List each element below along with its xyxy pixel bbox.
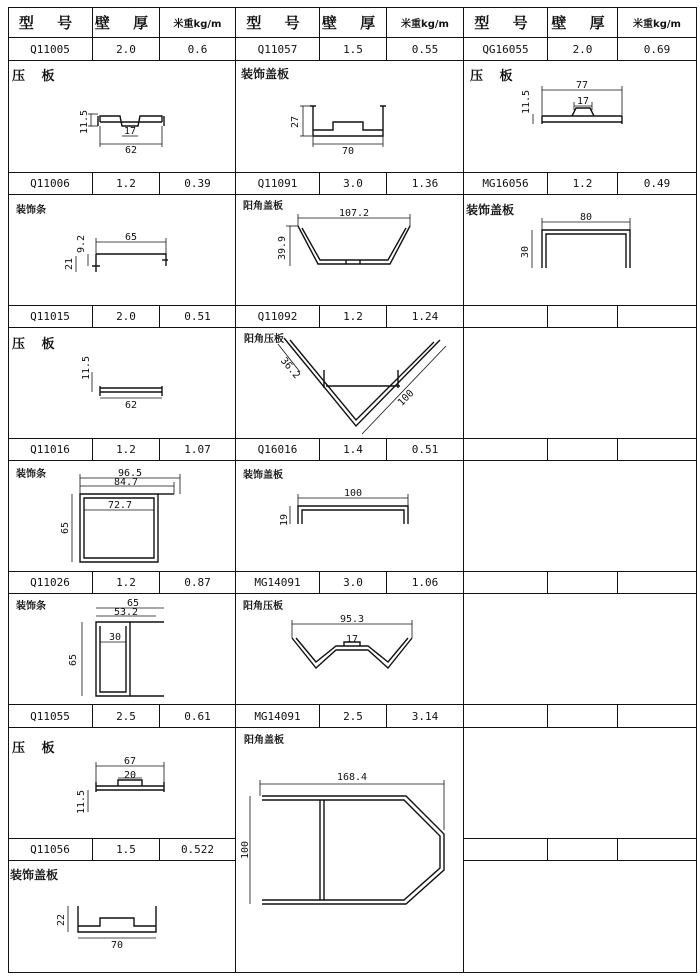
model-cell: MG16056 xyxy=(482,177,529,190)
dim-text: 20 xyxy=(123,770,137,781)
wall-cell: 2.0 xyxy=(572,42,593,56)
profile-drawing-q11006 xyxy=(58,226,178,281)
profile-drawing-q11055 xyxy=(66,750,176,820)
profile-drawing-mg16056 xyxy=(518,208,638,278)
wall-cell: 2.5 xyxy=(343,709,363,723)
dim-text: 168.4 xyxy=(336,772,368,783)
dim-text: 39.9 xyxy=(277,235,288,261)
wall-cell: 1.2 xyxy=(116,576,136,589)
weight-cell: 1.07 xyxy=(184,443,211,456)
wall-cell: 1.4 xyxy=(343,443,363,456)
dim-text: 21 xyxy=(64,257,75,271)
weight-cell: 3.14 xyxy=(411,709,439,723)
dim-text: 67 xyxy=(123,756,137,767)
dim-text: 72.7 xyxy=(107,500,133,511)
model-cell: QG16055 xyxy=(482,42,529,56)
model-cell: Q11092 xyxy=(257,310,298,323)
model-cell: Q11091 xyxy=(257,177,298,190)
wall-cell: 2.5 xyxy=(116,709,136,723)
wall-cell: 1.2 xyxy=(116,177,136,190)
weight-cell: 0.87 xyxy=(184,576,211,589)
wall-cell: 3.0 xyxy=(343,177,363,190)
header-wall-3: 壁 厚 xyxy=(551,14,614,32)
dim-text: 11.5 xyxy=(521,89,532,115)
wall-cell: 1.2 xyxy=(343,310,363,323)
profile-drawing-q11092 xyxy=(270,330,450,440)
profile-drawing-q11015 xyxy=(80,350,180,414)
weight-cell: 0.39 xyxy=(184,177,211,190)
dim-text: 9.2 xyxy=(76,234,87,254)
profile-name: 阳角盖板 xyxy=(244,735,284,746)
dim-text: 19 xyxy=(279,513,290,527)
dim-text: 95.3 xyxy=(339,614,365,625)
profile-drawing-q11005 xyxy=(78,100,178,160)
weight-cell: 1.24 xyxy=(411,310,439,323)
profile-name: 装饰盖板 xyxy=(241,67,290,81)
profile-name: 装饰盖板 xyxy=(466,203,515,217)
profile-name: 装饰条 xyxy=(16,469,46,480)
model-cell: Q11057 xyxy=(257,42,298,56)
dim-text: 17 xyxy=(345,634,359,645)
weight-cell: 0.69 xyxy=(643,42,671,56)
dim-text: 77 xyxy=(575,80,589,91)
dim-text: 65 xyxy=(124,232,138,243)
profile-name: 装饰盖板 xyxy=(10,868,59,882)
model-cell: Q16016 xyxy=(257,443,298,456)
weight-cell: 0.522 xyxy=(180,843,215,856)
profile-drawing-q11091 xyxy=(270,208,430,278)
header-model-1: 型 号 xyxy=(18,14,82,32)
profile-name: 阳角盖板 xyxy=(243,201,283,212)
wall-cell: 1.5 xyxy=(116,843,136,856)
profile-drawing-mg14091b xyxy=(238,762,458,912)
header-wall-2: 壁 厚 xyxy=(321,14,385,32)
dim-text: 84.7 xyxy=(113,477,139,488)
dim-text: 11.5 xyxy=(76,789,87,815)
wall-cell: 1.2 xyxy=(116,443,136,456)
dim-text: 70 xyxy=(110,940,124,951)
weight-cell: 1.36 xyxy=(411,177,439,190)
profile-name: 压 板 xyxy=(12,741,61,756)
dim-text: 107.2 xyxy=(338,208,370,219)
model-cell: Q11026 xyxy=(30,576,70,589)
weight-cell: 0.6 xyxy=(187,42,208,56)
weight-cell: 1.06 xyxy=(411,576,439,589)
model-cell: Q11006 xyxy=(30,177,70,190)
profile-drawing-q11016 xyxy=(58,462,188,570)
profile-name: 装饰条 xyxy=(16,205,46,216)
profile-drawing-q11026 xyxy=(60,594,180,702)
model-cell: Q11016 xyxy=(30,443,70,456)
profile-name: 装饰盖板 xyxy=(243,470,283,481)
dim-text: 36.2 xyxy=(277,355,302,382)
header-wall-1: 壁 厚 xyxy=(94,14,158,32)
header-model-3: 型 号 xyxy=(474,14,537,32)
dim-text: 53.2 xyxy=(113,607,139,618)
profile-drawing-qg16055 xyxy=(520,76,640,136)
weight-cell: 0.61 xyxy=(184,709,211,723)
header-weight-3: 米重kg/m xyxy=(633,19,681,30)
profile-drawing-q16016 xyxy=(272,484,422,534)
model-cell: Q11055 xyxy=(30,709,70,723)
header-weight-2: 米重kg/m xyxy=(401,19,449,30)
dim-text: 11.5 xyxy=(81,355,92,381)
weight-cell: 0.51 xyxy=(411,443,439,456)
profile-name: 压 板 xyxy=(12,69,61,84)
dim-text: 100 xyxy=(343,488,363,499)
weight-cell: 0.51 xyxy=(184,310,211,323)
model-cell: Q11056 xyxy=(30,843,70,856)
profile-drawing-q11056 xyxy=(50,896,170,954)
profile-name: 压 板 xyxy=(12,337,61,352)
weight-cell: 0.49 xyxy=(643,177,671,190)
profile-name: 阳角压板 xyxy=(244,334,284,345)
header-model-2: 型 号 xyxy=(246,14,309,32)
model-cell: Q11015 xyxy=(30,310,70,323)
dim-text: 30 xyxy=(520,245,531,259)
profile-drawing-mg14091a xyxy=(280,606,430,678)
dim-text: 17 xyxy=(123,126,137,137)
wall-cell: 1.2 xyxy=(572,177,593,190)
dim-text: 65 xyxy=(60,521,71,535)
header-weight-1: 米重kg/m xyxy=(173,19,222,30)
dim-text: 22 xyxy=(56,913,67,927)
model-cell: Q11005 xyxy=(30,42,70,56)
dim-text: 100 xyxy=(395,387,417,409)
dim-text: 62 xyxy=(124,145,138,156)
wall-cell: 3.0 xyxy=(343,576,363,589)
model-cell: MG14091 xyxy=(254,709,301,723)
dim-text: 11.5 xyxy=(79,109,90,135)
wall-cell: 2.0 xyxy=(116,310,136,323)
dim-text: 62 xyxy=(124,400,138,411)
profile-drawing-q11057 xyxy=(286,98,396,158)
dim-text: 100 xyxy=(240,840,251,860)
wall-cell: 1.5 xyxy=(343,42,363,56)
wall-cell: 2.0 xyxy=(116,42,136,56)
dim-text: 27 xyxy=(290,115,301,129)
dim-text: 65 xyxy=(126,598,140,609)
dim-text: 70 xyxy=(341,146,355,157)
dim-text: 96.5 xyxy=(117,468,143,479)
model-cell: MG14091 xyxy=(254,576,301,589)
dim-text: 17 xyxy=(576,96,590,107)
weight-cell: 0.55 xyxy=(411,42,439,56)
profile-name: 阳角压板 xyxy=(243,601,283,612)
profile-name: 装饰条 xyxy=(16,601,46,612)
dim-text: 80 xyxy=(579,212,593,223)
dim-text: 65 xyxy=(68,653,79,667)
profile-name: 压 板 xyxy=(470,69,519,84)
dim-text: 30 xyxy=(108,632,122,643)
